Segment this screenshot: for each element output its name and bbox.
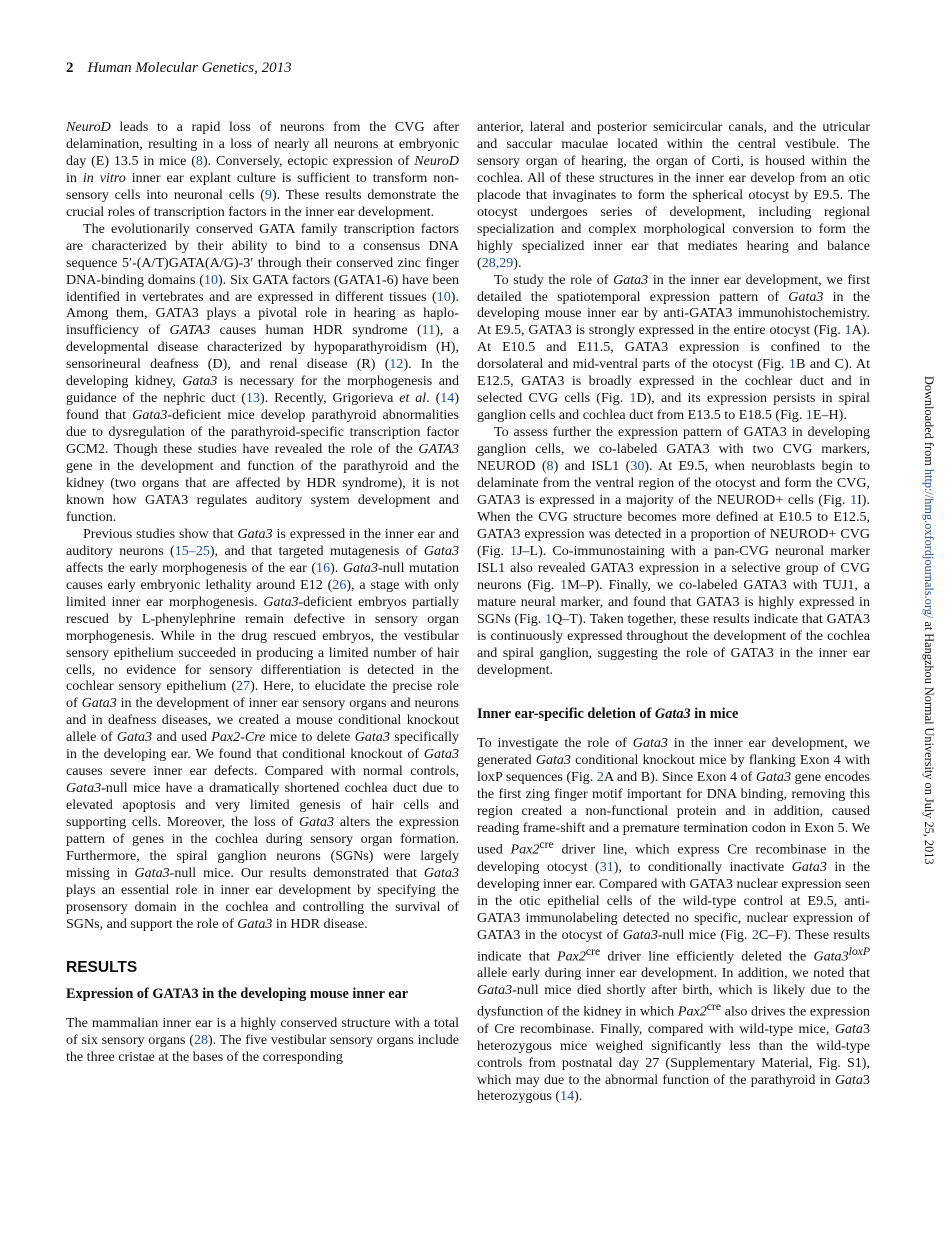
- figure-link[interactable]: 1: [805, 407, 813, 424]
- figure-link[interactable]: 1: [560, 576, 568, 593]
- running-header: [66, 60, 292, 77]
- paragraph: To assess further the expression pattern of GATA3 in developing ganglion cells, we co-labeled GATA3 with two CVG markers, NEUROD (8) and ISL1 (30). At E9.5, when neuroblasts begin to delaminate from the ventral region of the otocyst and form the CVG, GATA3 is expressed in a majority of the NEUROD+ cells (Fig. 1I). When the CVG structure becomes more defined at E10.5 to E12.5, GATA3 expression was detected in a proportion of NEUROD+ CVG (Fig. 1J–L). Co-immunostaining with a pan-CVG neuronal marker ISL1 also revealed GATA3 expression in a selective group of CVG neurons (Fig. 1M–P). Finally, we co-labeled GATA3 with TUJ1, a mature neural marker, and found that GATA3 is highly expressed in SGNs (Fig. 1Q–T). Taken together, these results indicate that GATA3 is continuously expressed throughout the development of the cochlea and spiral ganglion, suggesting the role of GATA3 in the inner ear development.: [477, 424, 870, 678]
- citation-link[interactable]: 14: [440, 390, 455, 407]
- citation-link[interactable]: 9: [264, 186, 272, 203]
- figure-link[interactable]: 1: [788, 356, 796, 373]
- citation-link[interactable]: 30: [630, 458, 645, 475]
- journal-url-link[interactable]: http://hmg.oxfordjournals.org/: [922, 468, 936, 619]
- left-column: [66, 119, 459, 1066]
- citation-link[interactable]: 28: [193, 1031, 208, 1048]
- paragraph: The mammalian inner ear is a highly conserved structure with a total of six sensory organs (28). The five vestibular sensory organs include the three cristae at the bases of the corresponding: [66, 1014, 460, 1065]
- citation-link[interactable]: 31: [599, 858, 614, 875]
- download-notice: Downloaded from http://hmg.oxfordjournals.org/ at Hangzhou Normal University on July 25, 2013: [922, 376, 936, 865]
- citation-link[interactable]: 27: [236, 678, 251, 695]
- citation-link[interactable]: 10: [436, 288, 451, 305]
- figure-link[interactable]: 1: [510, 542, 518, 559]
- figure-link[interactable]: 1: [629, 390, 637, 407]
- paragraph: NeuroD leads to a rapid loss of neurons from the CVG after delamination, resulting in a loss of nearly all neurons at embryonic day (E) 13.5 in mice (8). Conversely, ectopic expression of NeuroD in in vitro inner ear explant culture is sufficient to transform non-sensory cells into neuronal cells (9). These results demonstrate the crucial roles of transcription factors in the inner ear development.: [66, 119, 459, 220]
- figure-link[interactable]: 1: [850, 491, 858, 508]
- figure-link[interactable]: 2: [751, 926, 759, 943]
- paragraph: To investigate the role of Gata3 in the inner ear development, we generated Gata3 conditional knockout mice by flanking Exon 4 with loxP sequences (Fig. 2A and B). Since Exon 4 of Gata3 gene encodes the first zing finger motif important for DNA binding, removing this region created a non-functional protein and in addition, caused reading frame-shift and a premature termination codon in Exon 5. We used $Pax2^{cre}$ driver line, which express Cre recombinase in the developing otocyst (31), to conditionally inactivate Gata3 in the developing inner ear. Compared with GATA3 nuclear expression seen in the otic epithelial cells of the wild-type control at E9.5, anti-GATA3 immunolabeling detected no specific, nuclear expression of GATA3 in the otocyst of Gata3-null mice (Fig. 2C–F). These results indicate that $Pax2^{cre}$ driver line efficiently deleted the $Gata3^{loxP}$ allele early during inner ear development. In addition, we noted that Gata3-null mice died shortly after birth, which is likely due to the dysfunction of the kidney in which $Pax2^{cre}$ also drives the expression of Cre recombinase. Finally, compared with wild-type mice, Gata3 heterozygous mice weighed significantly less than the wild-type controls from postnatal day 27 (Supplementary Material, Fig. S1), which may due to the abnormal function of the parathyroid in Gata3 heterozygous (14).: [477, 735, 871, 1105]
- journal-title: Human Molecular Genetics, 2013: [87, 60, 292, 76]
- citation-link[interactable]: 12: [389, 356, 404, 373]
- right-column: [477, 119, 870, 1105]
- citation-link[interactable]: 8: [195, 152, 203, 169]
- paragraph: anterior, lateral and posterior semicircular canals, and the utricular and saccular maculae located within the central vestibule. The sensory organ of hearing, the organ of Corti, is housed within the cochlea. All of these structures in the inner ear develop from an otic placode that invaginates to form the spherical otocyst by E9.5. The otocyst undergoes series of development, including regional specialization and complex morphological conversion to form the highly specialized inner ear that mediates hearing and balance (28,29).: [477, 119, 870, 271]
- section-heading-results: RESULTS: [66, 958, 138, 976]
- page-number: 2: [66, 60, 74, 76]
- citation-link[interactable]: 26: [332, 576, 347, 593]
- subsection-heading: Expression of GATA3 in the developing mouse inner ear: [66, 985, 409, 1002]
- figure-link[interactable]: 1: [545, 610, 553, 627]
- figure-link[interactable]: 1: [844, 322, 852, 339]
- citation-link[interactable]: 11: [421, 322, 436, 339]
- paragraph: The evolutionarily conserved GATA family transcription factors are characterized by their ability to bind to a consensus DNA sequence 5′-(A/T)GATA(A/G)-3′ through their conserved zinc finger DNA-binding domains (10). Six GATA factors (GATA1-6) have been identified in vertebrates and are expressed in different tissues (10). Among them, GATA3 plays a pivotal role in hearing as haplo-insufficiency of GATA3 causes human HDR syndrome (11), a developmental disease characterized by hypoparathyroidism (H), sensorineural deafness (D), and renal disease (R) (12). In the developing kidney, Gata3 is necessary for the morphogenesis and guidance of the nephric duct (13). Recently, Grigorieva et al. (14) found that Gata3-deficient mice develop parathyroid abnormalities due to dysregulation of the parathyroid-specific transcription factor GCM2. Though these studies have revealed the role of the GATA3 gene in the development and function of the parathyroid and the kidney (two organs that are affected by HDR syndrome), it is not known how GATA3 regulates auditory system development and function.: [66, 220, 460, 525]
- citation-link[interactable]: 13: [245, 390, 261, 407]
- paragraph: Previous studies show that Gata3 is expressed in the inner ear and auditory neurons (15–25), and that targeted mutagenesis of Gata3 affects the early morphogenesis of the ear (16). Gata3-null mutation causes early embryonic lethality around E12 (26), a stage with only limited inner ear morphogenesis. Gata3-deficient embryos partially rescued by L-phenylephrine remain defective in sensory organ morphogenesis. While in the drug rescued embryos, the vestibular sensory epithelium succeeded in producing a limited number of hair cells, no evidence for sensory differentiation is detected in the cochlear sensory epithelium (27). Here, to elucidate the precise role of Gata3 in the development of inner ear sensory organs and neurons and in deafness diseases, we created a mouse conditional knockout allele of Gata3 and used Pax2-Cre mice to delete Gata3 specifically in the developing ear. We found that conditional knockout of Gata3 causes severe inner ear defects. Compared with normal controls, Gata3-null mice have a dramatically shortened cochlea duct due to elevated apoptosis and very limited genesis of hair cells and supporting cells. Moreover, the loss of Gata3 alters the expression pattern of genes in the cochlea during sensory organ formation. Furthermore, the spiral ganglion neurons (SGNs) were largely missing in Gata3-null mice. Our results demonstrated that Gata3 plays an essential role in inner ear development by specifying the prosensory domain in the cochlea and controlling the survival of SGNs, and support the role of Gata3 in HDR disease.: [66, 525, 460, 932]
- figure-link[interactable]: 2: [596, 769, 604, 786]
- paragraph: To study the role of Gata3 in the inner ear development, we first detailed the spatiotemporal expression pattern of Gata3 in the developing mouse inner ear by anti-GATA3 immunohistochemistry. At E9.5, GATA3 is strongly expressed in the entire otocyst (Fig. 1A). At E10.5 and E11.5, GATA3 expression is confined to the dorsolateral and mid-ventral parts of the otocyst (Fig. 1B and C). At E12.5, GATA3 is broadly expressed in the cochlear duct and in selected CVG cells (Fig. 1D), and its expression persists in spiral ganglion cells and cochlea duct from E13.5 to E18.5 (Fig. 1E–H).: [477, 271, 871, 424]
- citation-link[interactable]: 16: [316, 559, 331, 576]
- citation-link[interactable]: 10: [203, 271, 218, 288]
- subsection-heading: Inner ear-specific deletion of Gata3 in mice: [477, 706, 739, 723]
- citation-link[interactable]: 15–25: [174, 542, 210, 559]
- citation-link[interactable]: 28,29: [481, 254, 514, 271]
- citation-link[interactable]: 14: [560, 1088, 575, 1105]
- citation-link[interactable]: 8: [546, 458, 554, 475]
